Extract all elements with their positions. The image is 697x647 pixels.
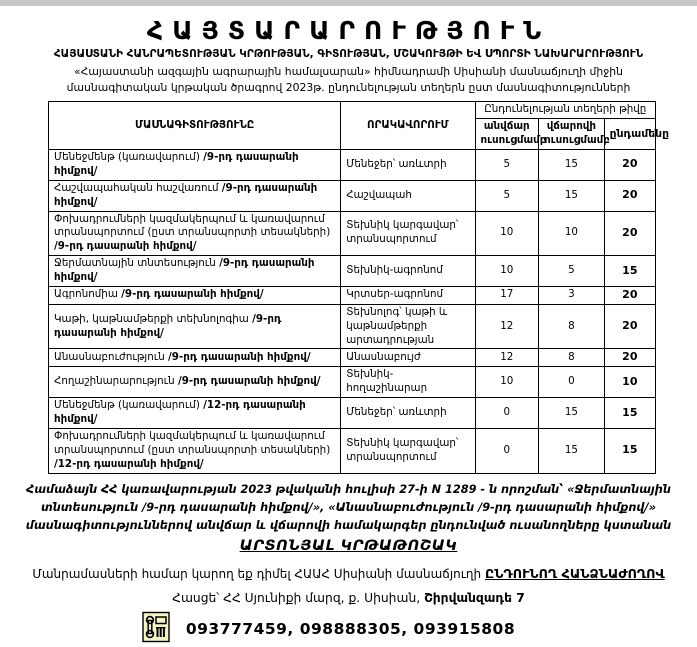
- specialty-name: Անասնաբուժություն: [54, 350, 165, 363]
- free-places-cell: 0: [475, 398, 539, 429]
- free-places-cell: 0: [475, 428, 539, 473]
- decree-text: Համաձայն ՀՀ կառավարության 2023 թվականի հուլիսի 27-ի N 1289 - ն որոշման՝ «Ջերմատնային տնտեսություն /9-րդ դասարանի հիմքով/», «Անասնաբուժություն /9-րդ դասարանի հիմքով/» մասնագիտություններով անվճար և վճարովի համակարգեր ընդունված ուսանողները կստանան: [25, 482, 672, 532]
- header-qualification: ՈՐԱԿԱՎՈՐՈՒՄ: [341, 102, 475, 150]
- qualification-cell: Տեխնիկ կարգավար՝ տրանսպորտում: [341, 211, 475, 256]
- specialty-basis: /9-րդ դասարանի հիմքով/: [54, 240, 197, 253]
- free-places-cell: 12: [475, 304, 539, 349]
- specialty-cell: [49, 304, 341, 349]
- specialty-basis: /9-րդ դասարանի հիմքով/: [54, 312, 282, 339]
- total-places-cell: 15: [604, 256, 655, 287]
- specialty-name: Ջերմատնային տնտեսություն: [54, 257, 216, 270]
- total-places-cell: 20: [604, 180, 655, 211]
- specialty-basis: /9-րդ դասարանի հիմքով/: [121, 288, 264, 301]
- table-row: [49, 304, 656, 349]
- qualification-cell: Տեխնիկ-հողաշինարար: [341, 367, 475, 398]
- specialty-cell: [49, 256, 341, 287]
- decree-note: [22, 481, 675, 558]
- total-places-cell: 20: [604, 149, 655, 180]
- table-row: [49, 349, 656, 367]
- specialty-name: Հողաշինարարություն: [54, 375, 175, 388]
- specialty-name: Փոխադրումների կազմակերպում և կառավարում տրանսպորտում (ըստ տրանսպորտի տեսակների): [54, 212, 331, 239]
- specialty-name: Ագրոնոմիա: [54, 288, 118, 301]
- phone-numbers: 093777459, 098888305, 093915808: [185, 619, 516, 638]
- header-places-group: Ընդունելության տեղերի թիվը: [475, 102, 656, 119]
- qualification-cell: Մենեջեր՝ առևտրի: [341, 149, 475, 180]
- free-places-cell: 10: [475, 367, 539, 398]
- specialty-cell: [49, 428, 341, 473]
- specialty-cell: [49, 211, 341, 256]
- paid-places-cell: 8: [539, 349, 605, 367]
- decree-highlight: ԱՐՏՈՆՅԱԼ ԿՐԹԱԹՈՇԱԿ: [239, 537, 458, 554]
- total-places-cell: 20: [604, 304, 655, 349]
- table-row: [49, 286, 656, 304]
- phone-row: [0, 611, 657, 647]
- paid-places-cell: 0: [539, 367, 605, 398]
- specialty-name: Հաշվապահական հաշվառում: [54, 181, 219, 194]
- free-places-cell: 5: [475, 180, 539, 211]
- details-line: [10, 567, 687, 582]
- free-places-cell: 17: [475, 286, 539, 304]
- specialty-basis: /9-րդ դասարանի հիմքով/: [54, 150, 299, 177]
- specialty-cell: [49, 149, 341, 180]
- announcement-document: [0, 6, 697, 647]
- table-row: [49, 149, 656, 180]
- paid-places-cell: 8: [539, 304, 605, 349]
- total-places-cell: 15: [604, 428, 655, 473]
- qualification-cell: Տեխնոլոգ՝ կաթի և կաթնամթերքի արտադրության: [341, 304, 475, 349]
- qualification-cell: Կրտսեր-ագրոնոմ: [341, 286, 475, 304]
- header-total-places: ընդամենը: [604, 119, 655, 150]
- specialty-basis: /9-րդ դասարանի հիմքով/: [54, 181, 318, 208]
- specialty-name: Կաթի, կաթնամթերքի տեխնոլոգիա: [54, 312, 249, 325]
- free-places-cell: 5: [475, 149, 539, 180]
- table-row: [49, 256, 656, 287]
- free-places-cell: 10: [475, 211, 539, 256]
- specialty-cell: [49, 367, 341, 398]
- page-title: ՀԱՅՏԱՐԱՐՈՒԹՅՈՒՆ: [146, 16, 551, 45]
- header-specialty: ՄԱՍՆԱԳԻՏՈՒԹՅՈՒՆԸ: [49, 102, 341, 150]
- admission-committee-label: ԸՆԴՈՒՆՈՂ ՀԱՆՁՆԱԺՈՂՈՎ: [484, 566, 665, 582]
- specialty-cell: [49, 398, 341, 429]
- header-paid-places: վճարովի ուսուցմամբ: [539, 119, 605, 150]
- specialty-name: Մենեջմենթ (կառավարում): [54, 150, 200, 163]
- total-places-cell: 15: [604, 398, 655, 429]
- free-places-cell: 12: [475, 349, 539, 367]
- table-row: [49, 367, 656, 398]
- paid-places-cell: 5: [539, 256, 605, 287]
- total-places-cell: 10: [604, 367, 655, 398]
- paid-places-cell: 15: [539, 398, 605, 429]
- table-row: [49, 211, 656, 256]
- admissions-table: [48, 101, 670, 473]
- header-free-places: անվճար ուսուցմամբ: [475, 119, 539, 150]
- free-places-cell: 10: [475, 256, 539, 287]
- total-places-cell: 20: [604, 286, 655, 304]
- telephone-icon: [142, 611, 170, 647]
- table-row: [49, 180, 656, 211]
- paid-places-cell: 15: [539, 149, 605, 180]
- specialty-cell: [49, 349, 341, 367]
- total-places-cell: 20: [604, 211, 655, 256]
- specialty-basis: /9-րդ դասարանի հիմքով/: [177, 375, 321, 388]
- qualification-cell: Անասնաբույժ: [341, 349, 475, 367]
- specialty-basis: /9-րդ դասարանի հիմքով/: [168, 350, 311, 363]
- qualification-cell: Տեխնիկ կարգավար՝ տրանսպորտում: [341, 428, 475, 473]
- qualification-cell: Հաշվապահ: [341, 180, 475, 211]
- address-text: Հասցե՝ ՀՀ Սյունիքի մարզ, ք. Սիսիան,: [172, 590, 421, 605]
- table-row: [49, 398, 656, 429]
- intro-text: «Հայաստանի ազգային ագրարային համալսարան» հիմնադրամի Սիսիանի մասնաճյուղի միջին մասնագիտական կրթական ծրագրով 2023թ. ընդունելության տեղերն ըստ մասնագիտությունների: [66, 65, 631, 94]
- qualification-cell: Մենեջեր՝ առևտրի: [341, 398, 475, 429]
- paid-places-cell: 3: [539, 286, 605, 304]
- specialty-cell: [49, 286, 341, 304]
- specialty-basis: /12-րդ դասարանի հիմքով/: [54, 399, 306, 425]
- street-number: Շիրվանզադե 7: [424, 590, 525, 605]
- table-row: [49, 428, 656, 473]
- details-text: Մանրամասների համար կարող եք դիմել ՀԱԱՀ Սիսիանի մասնաճյուղի: [32, 566, 482, 581]
- ministry-name: ՀԱՅԱՍՏԱՆԻ ՀԱՆՐԱՊԵՏՈՒԹՅԱՆ ԿՐԹՈՒԹՅԱՆ, ԳԻՏՈՒԹՅԱՆ, ՄՇԱԿՈՒՅԹԻ ԵՎ ՍՊՈՐՏԻ ՆԱԽԱՐԱՐՈՒԹՅՈՒՆ: [53, 48, 644, 60]
- specialty-basis: /12-րդ դասարանի հիմքով/: [54, 457, 204, 470]
- paid-places-cell: 15: [539, 428, 605, 473]
- total-places-cell: 20: [604, 349, 655, 367]
- specialty-name: Մենեջմենթ (կառավարում): [54, 399, 200, 412]
- paid-places-cell: 15: [539, 180, 605, 211]
- specialty-name: Փոխադրումների կազմակերպում և կառավարում տրանսպորտում (ըստ տրանսպորտի տեսակների): [54, 429, 331, 456]
- qualification-cell: Տեխնիկ-ագրոնոմ: [341, 256, 475, 287]
- address-line: [10, 591, 687, 605]
- specialty-basis: /9-րդ դասարանի հիմքով/: [54, 257, 315, 284]
- paid-places-cell: 10: [539, 211, 605, 256]
- specialty-cell: [49, 180, 341, 211]
